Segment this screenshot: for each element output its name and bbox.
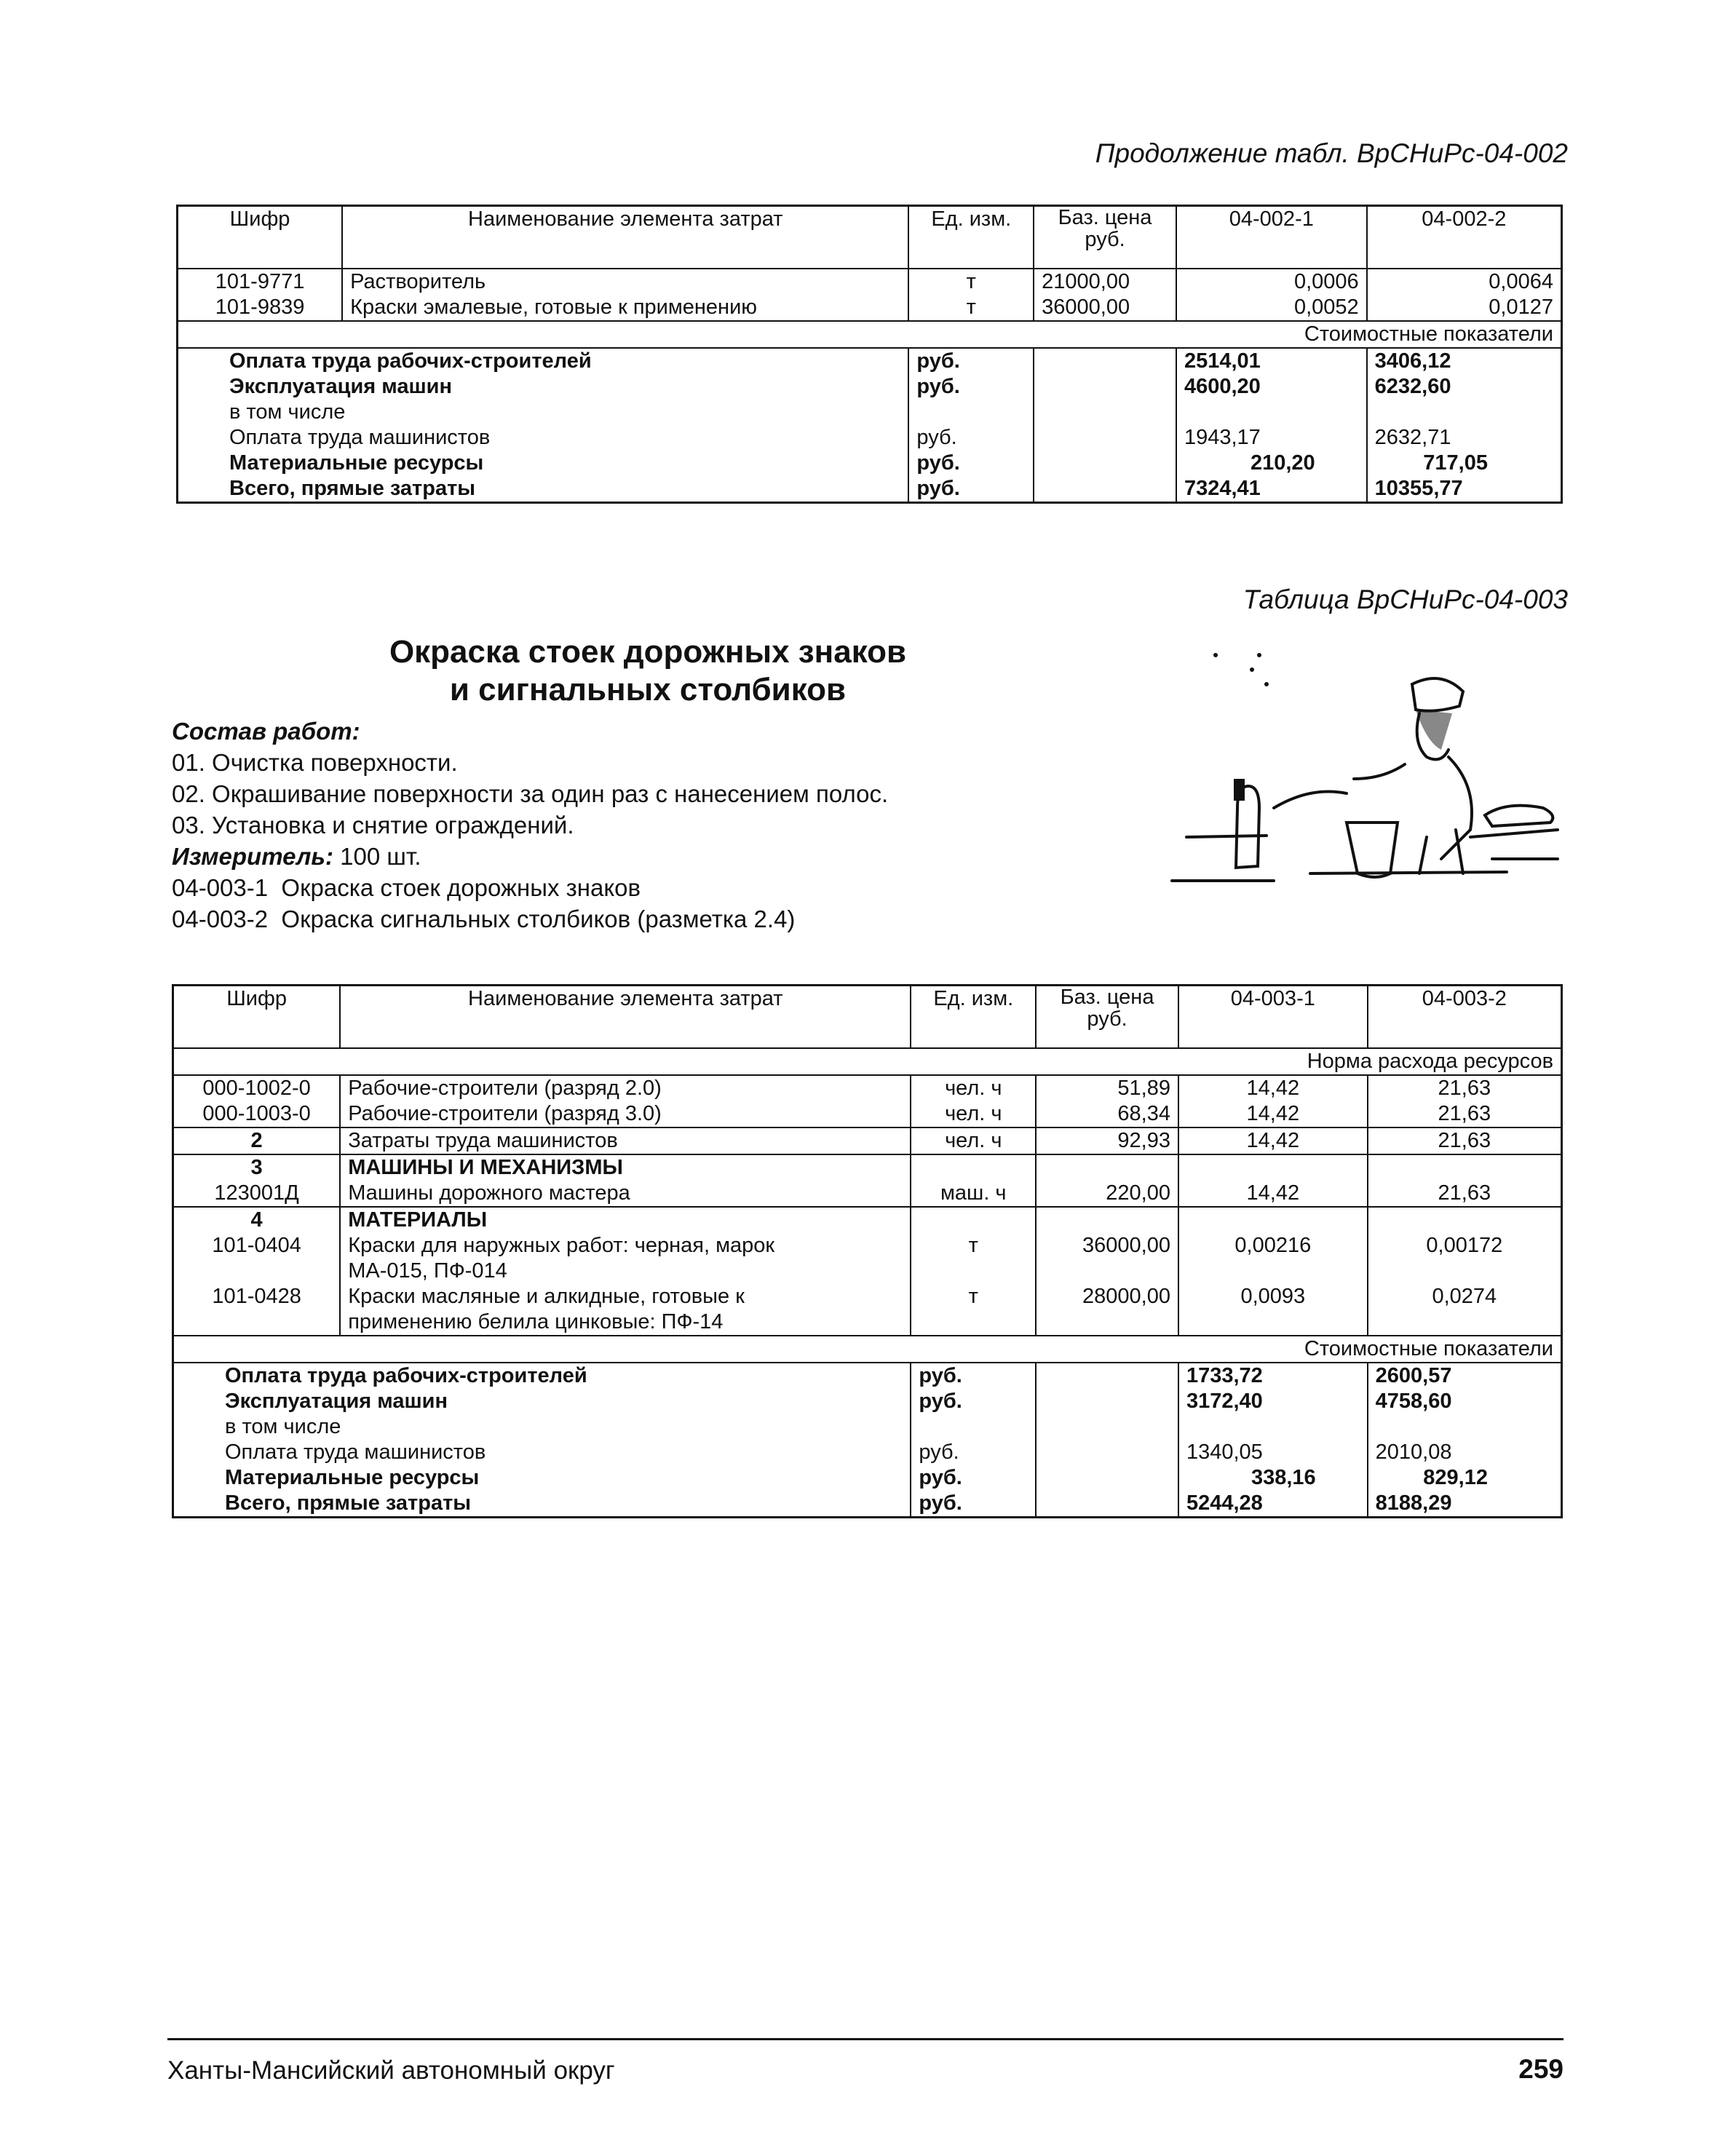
table-cell: Эксплуатация машин xyxy=(229,375,453,398)
table-cell: чел. ч xyxy=(911,1075,1036,1101)
table-cell: 2632,71 xyxy=(1367,425,1562,451)
summary-row xyxy=(178,425,1562,451)
footer-region: Ханты-Мансийский автономный округ xyxy=(167,2056,615,2085)
col-header-name: Наименование элемента затрат xyxy=(342,206,908,269)
group-row xyxy=(173,1154,1562,1181)
section-title: Окраска стоек дорожных знаков и сигнальных столбиков xyxy=(389,634,907,708)
table-cell: 0,00216 xyxy=(1178,1233,1368,1284)
variant-item: 04-003-1 Окраска стоек дорожных знаков xyxy=(172,874,641,901)
col-header-variant-2: 04-002-2 xyxy=(1367,206,1562,269)
table-cell: т xyxy=(911,1284,1036,1336)
table-cell: руб. xyxy=(911,1491,1036,1518)
variant-item: 04-003-2 Окраска сигнальных столбиков (разметка 2.4) xyxy=(172,905,796,932)
table-cell: руб. xyxy=(908,425,1034,451)
table-cell: маш. ч xyxy=(911,1181,1036,1207)
worker-painting-illustration xyxy=(1165,641,1572,946)
table-cell: 51,89 xyxy=(1036,1075,1178,1101)
table-cell: 04-003-2 xyxy=(1368,986,1562,1049)
table-cell: Всего, прямые затраты xyxy=(229,477,476,500)
table-cell: Материальные ресурсы xyxy=(229,451,484,475)
summary-row xyxy=(173,1414,1562,1440)
table-row xyxy=(173,1127,1562,1154)
section-row xyxy=(173,1336,1562,1363)
summary-row xyxy=(173,1491,1562,1518)
table-cell: Эксплуатация машин xyxy=(225,1390,448,1413)
table-cell: 21,63 xyxy=(1368,1127,1562,1154)
table-cell: 0,0127 xyxy=(1367,295,1562,321)
table-cell: 3 xyxy=(250,1156,263,1179)
section-row xyxy=(178,321,1562,348)
table-cell: Оплата труда рабочих-строителей xyxy=(229,349,592,373)
table-cell: 21,63 xyxy=(1368,1181,1562,1207)
table-cell: 0,00172 xyxy=(1368,1233,1562,1284)
col-header-code: Шифр xyxy=(229,207,290,231)
summary-row xyxy=(173,1389,1562,1414)
table-cell: 21,63 xyxy=(1368,1075,1562,1101)
table-cell: 101-9771 xyxy=(215,270,305,293)
table-cell: Наименование элемента затрат xyxy=(340,986,911,1049)
table-cell: 0,0093 xyxy=(1178,1284,1368,1336)
table-cell: 717,05 xyxy=(1367,451,1562,476)
table-cell: 0,0052 xyxy=(1176,295,1367,321)
table-cell: 1340,05 xyxy=(1178,1440,1368,1465)
table-cell: 36000,00 xyxy=(1034,295,1176,321)
table-cell: 1733,72 xyxy=(1178,1363,1368,1389)
cell-text-line: Краски для наружных работ: черная, марок xyxy=(348,1234,775,1257)
table-cell: Ед. изм. xyxy=(911,986,1036,1049)
section-row xyxy=(173,1048,1562,1075)
table-cell: 7324,41 xyxy=(1176,476,1367,503)
summary-row xyxy=(173,1363,1562,1389)
table-row xyxy=(173,1101,1562,1127)
cell-text-line: применению белила цинковые: ПФ-14 xyxy=(348,1310,724,1333)
table-cell: 101-0428 xyxy=(212,1285,301,1308)
table-cell: чел. ч xyxy=(911,1101,1036,1127)
table-cell: т xyxy=(911,1233,1036,1284)
summary-row xyxy=(178,348,1562,374)
table-cell: Рабочие-строители (разряд 3.0) xyxy=(340,1101,911,1127)
table-cell: Оплата труда рабочих-строителей xyxy=(225,1364,587,1387)
table-cell: 101-9839 xyxy=(215,296,305,319)
table-row xyxy=(173,1284,1562,1336)
table-cell: 2 xyxy=(250,1129,263,1152)
table-cell: 21,63 xyxy=(1368,1101,1562,1127)
table-cell: 14,42 xyxy=(1178,1101,1368,1127)
table-cell: 4 xyxy=(250,1208,263,1232)
table-cell: 4600,20 xyxy=(1176,374,1367,400)
summary-row xyxy=(178,400,1562,425)
table-caption: Таблица ВрСНиРс-04-003 xyxy=(1243,584,1568,614)
cost-table-04-002 xyxy=(176,205,1563,504)
table-cell: руб. xyxy=(908,451,1034,476)
col-header-variant-1: 04-002-1 xyxy=(1176,206,1367,269)
table-cell: 210,20 xyxy=(1176,451,1367,476)
table-cell: 36000,00 xyxy=(1036,1233,1178,1284)
table-cell: 2514,01 xyxy=(1176,348,1367,374)
table-cell: 0,0274 xyxy=(1368,1284,1562,1336)
table-cell: чел. ч xyxy=(911,1127,1036,1154)
summary-row xyxy=(173,1440,1562,1465)
table-row xyxy=(173,1181,1562,1207)
table-cell: Оплата труда машинистов xyxy=(225,1440,486,1464)
table-cell: 68,34 xyxy=(1036,1101,1178,1127)
table-cell: Рабочие-строители (разряд 2.0) xyxy=(340,1075,911,1101)
table-cell: 123001Д xyxy=(214,1181,299,1205)
cell-text-line: МА-015, ПФ-014 xyxy=(348,1259,507,1283)
table-cell: 0,0006 xyxy=(1176,269,1367,295)
continuation-caption: Продолжение табл. ВрСНиРс-04-002 xyxy=(1095,138,1568,168)
col-header-price: Баз. цена руб. xyxy=(1034,206,1176,269)
table-cell: 0,0064 xyxy=(1367,269,1562,295)
table-cell: 04-003-1 xyxy=(1178,986,1368,1049)
table-cell: Всего, прямые затраты xyxy=(225,1491,472,1515)
summary-row xyxy=(178,451,1562,476)
table-cell: Растворитель xyxy=(342,269,908,295)
table-cell: Оплата труда машинистов xyxy=(229,426,491,449)
table-row xyxy=(173,1233,1562,1284)
table-cell: МАТЕРИАЛЫ xyxy=(340,1207,911,1233)
table-cell: 220,00 xyxy=(1036,1181,1178,1207)
table-cell: 101-0404 xyxy=(212,1234,301,1257)
table-header-row xyxy=(178,206,1562,269)
footer-divider xyxy=(167,2038,1563,2040)
table-cell: 000-1002-0 xyxy=(202,1077,311,1100)
summary-row xyxy=(173,1465,1562,1491)
work-item: 03. Установка и снятие ограждений. xyxy=(172,812,574,839)
table-cell: Краски эмалевые, готовые к применению xyxy=(342,295,908,321)
table-cell: Затраты труда машинистов xyxy=(340,1127,911,1154)
table-cell: 10355,77 xyxy=(1367,476,1562,503)
table-cell: в том числе xyxy=(229,400,346,424)
table-cell: 21000,00 xyxy=(1034,269,1176,295)
work-composition: Состав работ: 01. Очистка поверхности. 02. Окрашивание поверхности за один раз с нанесением полос. 03. Установка и снятие ограждений. Измеритель: 100 шт. 04-003-1 Окраска стоек дорожных знаков 04-003-2 Окраска сигнальных столбиков (разметка 2.4) xyxy=(172,716,888,935)
table-cell: 5244,28 xyxy=(1178,1491,1368,1518)
table-cell: Норма расхода ресурсов xyxy=(1307,1050,1553,1073)
table-cell: 8188,29 xyxy=(1368,1491,1562,1518)
table-cell: 14,42 xyxy=(1178,1181,1368,1207)
table-cell: руб. xyxy=(911,1440,1036,1465)
col-header-unit: Ед. изм. xyxy=(908,206,1034,269)
table-cell: Материальные ресурсы xyxy=(225,1466,480,1489)
table-header-row xyxy=(173,986,1562,1049)
table-cell: Машины дорожного мастера xyxy=(340,1181,911,1207)
cell-text-line: Краски масляные и алкидные, готовые к xyxy=(348,1285,745,1308)
table-cell: руб. xyxy=(911,1465,1036,1491)
cost-table-04-003 xyxy=(172,984,1563,1518)
table-cell: 3406,12 xyxy=(1367,348,1562,374)
table-row xyxy=(173,1075,1562,1101)
table-cell: 14,42 xyxy=(1178,1127,1368,1154)
table-cell: 14,42 xyxy=(1178,1075,1368,1101)
table-cell: 4758,60 xyxy=(1368,1389,1562,1414)
table-row xyxy=(178,269,1562,295)
summary-row xyxy=(178,476,1562,503)
table-cell: 3172,40 xyxy=(1178,1389,1368,1414)
table-cell: 1943,17 xyxy=(1176,425,1367,451)
table-cell: 829,12 xyxy=(1368,1465,1562,1491)
table-cell: т xyxy=(908,295,1034,321)
table-cell: Стоимостные показатели xyxy=(1304,1337,1553,1360)
work-item: 02. Окрашивание поверхности за один раз с нанесением полос. xyxy=(172,780,889,807)
summary-row xyxy=(178,374,1562,400)
table-cell: 6232,60 xyxy=(1367,374,1562,400)
table-cell: 2600,57 xyxy=(1368,1363,1562,1389)
table-cell: Стоимостные показатели xyxy=(1304,322,1553,346)
table-cell: Шифр xyxy=(226,987,287,1010)
table-cell: 2010,08 xyxy=(1368,1440,1562,1465)
table-cell: руб. xyxy=(911,1363,1036,1389)
table-cell: руб. xyxy=(908,374,1034,400)
table-cell: т xyxy=(908,269,1034,295)
table-cell: в том числе xyxy=(225,1415,341,1438)
table-cell: руб. xyxy=(911,1389,1036,1414)
table-cell: МАШИНЫ И МЕХАНИЗМЫ xyxy=(340,1154,911,1181)
table-cell: 000-1003-0 xyxy=(202,1102,311,1125)
table-cell: 338,16 xyxy=(1178,1465,1368,1491)
page-number: 259 xyxy=(1518,2054,1563,2084)
table-cell: руб. xyxy=(908,476,1034,503)
table-cell: Баз. цена руб. xyxy=(1036,986,1178,1049)
table-cell: руб. xyxy=(908,348,1034,374)
table-row xyxy=(178,295,1562,321)
meter: Измеритель: 100 шт. xyxy=(172,843,421,870)
work-item: 01. Очистка поверхности. xyxy=(172,749,458,776)
table-cell: 28000,00 xyxy=(1036,1284,1178,1336)
group-row xyxy=(173,1207,1562,1233)
table-cell: 92,93 xyxy=(1036,1127,1178,1154)
